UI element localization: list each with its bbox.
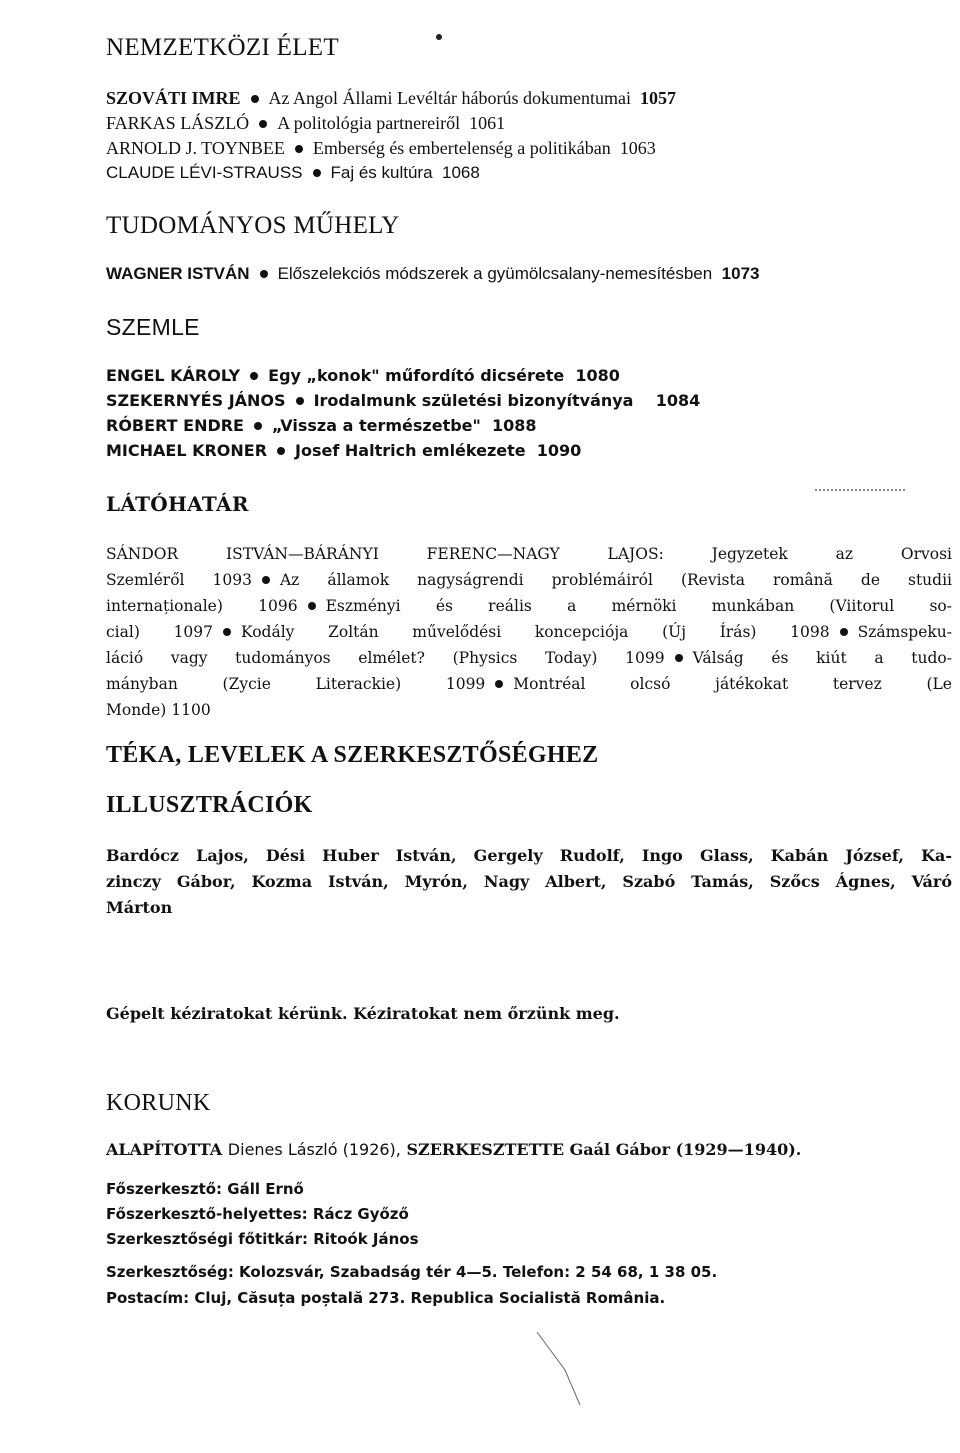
toc-entry [106,391,700,410]
toc-page: 1090 [536,441,582,460]
toc-entry [106,366,620,385]
toc-title: „Vissza a természetbe" [271,416,481,435]
toc-title: Faj és kultúra [330,163,433,182]
toc-entry [106,441,581,460]
scan-stroke-mark [535,1330,595,1410]
line-text: Monde) 1100 [106,701,211,719]
toc-author: ENGEL KÁROLY [106,366,241,385]
toc-author: RÓBERT ENDRE [106,416,244,435]
toc-author: WAGNER ISTVÁN [106,264,250,283]
toc-entry [106,163,480,183]
toc-page: 1080 [575,366,620,385]
address-block [106,1259,717,1311]
paragraph-line [106,697,952,723]
toc-author: MICHAEL KRONER [106,441,268,460]
bullet-icon [262,576,270,584]
edited-value: Gaál Gábor (1929—1940). [569,1140,802,1159]
toc-title: Emberség és embertelenség a politikában [312,138,611,158]
line-text: láció vagy tudományos elmélet? (Physics Today) 1099 [106,649,665,667]
toc-entry [106,264,760,284]
manuscript-notice: Gépelt kéziratokat kérünk. Kéziratokat nem őrzünk meg. [106,1004,620,1023]
section-heading-latohatar: LÁTÓHATÁR [106,492,249,516]
paragraph-line [106,567,952,593]
paragraph-line: Márton [106,898,173,917]
toc-entry [106,416,537,435]
founder-line [106,1140,801,1159]
line-text: Eszményi és reális a mérnöki munkában (Viitorul so- [325,597,952,615]
paragraph-line: Bardócz Lajos, Dési Huber István, Gergely Rudolf, Ingo Glass, Kabán József, Ka- [106,846,952,865]
bullet-icon [313,169,321,177]
toc-page: 1061 [469,113,506,133]
line-text: Szemléről 1093 [106,571,252,589]
bullet-icon [251,95,259,103]
line-text: cial) 1097 [106,623,214,641]
bullet-icon [259,120,267,128]
paragraph-line: zinczy Gábor, Kozma István, Myrón, Nagy Albert, Szabó Tamás, Szőcs Ágnes, Váró [106,872,952,891]
toc-page: 1073 [721,264,760,283]
paragraph-line [106,645,952,671]
toc-author: SZEKERNYÉS JÁNOS [106,391,286,410]
toc-author: CLAUDE LÉVI-STRAUSS [106,163,303,182]
bullet-icon [840,628,848,636]
address-line: Postacím: Cluj, Căsuța poștală 273. Republica Socialistă România. [106,1289,666,1307]
bullet-icon [260,270,268,278]
bullet-icon [254,422,262,430]
toc-page: 1063 [619,138,656,158]
founded-value: Dienes László (1926), [227,1140,401,1159]
founded-label: ALAPÍTOTTA [106,1140,223,1159]
toc-author: SZOVÁTI IMRE [106,88,241,108]
bullet-icon [296,397,304,405]
toc-entry [106,138,656,159]
line-text: Számspeku- [857,623,952,641]
toc-title: Előszelekciós módszerek a gyümölcsalany-nemesítésben [277,264,713,283]
paragraph-line [106,593,952,619]
illustrators-paragraph [106,843,952,921]
scan-speck [436,34,442,40]
line-text: Montréal olcsó játékokat tervez (Le [513,675,952,693]
staff-line: Főszerkesztő: Gáll Ernő [106,1180,304,1198]
bullet-icon [223,628,231,636]
toc-author: FARKAS LÁSZLÓ [106,113,250,133]
bullet-icon [308,602,316,610]
bullet-icon [495,680,503,688]
line-text: internaționale) 1096 [106,597,298,615]
paragraph-line [106,619,952,645]
section-heading-teka: TÉKA, LEVELEK A SZERKESZTŐSÉGHEZ [106,742,599,768]
toc-author: ARNOLD J. TOYNBEE [106,138,285,158]
edited-label: SZERKESZTETTE [406,1140,565,1159]
toc-page: 1088 [492,416,537,435]
toc-entry [106,88,676,109]
toc-page: 1057 [639,88,676,108]
line-text: SÁNDOR ISTVÁN—BÁRÁNYI FERENC—NAGY LAJOS: Jegyzetek az Orvosi [106,545,952,563]
bullet-icon [675,654,683,662]
staff-line: Szerkesztőségi főtitkár: Ritoók János [106,1230,419,1248]
toc-page: 1068 [442,163,480,182]
toc-title: A politológia partnereiről [277,113,461,133]
bullet-icon [277,447,285,455]
toc-title: Az Angol Állami Levéltár háborús dokumentumai [268,88,631,108]
toc-title: Irodalmunk születési bizonyítványa [313,391,634,410]
toc-entry [106,113,505,134]
line-text: Kodály Zoltán művelődési koncepciója (Új Írás) 1098 [241,623,830,641]
line-text: Az államok nagyságrendi problémáiról (Revista română de studii [279,571,952,589]
toc-page: 1084 [655,391,701,410]
address-line: Szerkesztőség: Kolozsvár, Szabadság tér 4—5. Telefon: 2 54 68, 1 38 05. [106,1263,718,1281]
line-text: Válság és kiút a tudo- [692,649,952,667]
bullet-icon [295,145,303,153]
section-heading-nemzetkozi: NEMZETKÖZI ÉLET [106,34,339,61]
section-heading-illusztraciok: ILLUSZTRÁCIÓK [106,792,313,818]
line-text: mányban (Zycie Literackie) 1099 [106,675,486,693]
toc-title: Josef Haltrich emlékezete [295,441,526,460]
section-heading-tudomanyos: TUDOMÁNYOS MŰHELY [106,212,400,239]
bullet-icon [250,372,258,380]
section-heading-szemle: SZEMLE [106,314,200,340]
scan-dots [815,489,905,493]
paragraph-line [106,671,952,697]
toc-title: Egy „konok" műfordító dicsérete [268,366,565,385]
paragraph-line [106,541,952,567]
staff-line: Főszerkesztő-helyettes: Rácz Győző [106,1205,409,1223]
section-heading-korunk: KORUNK [106,1090,211,1116]
staff-list [106,1177,419,1252]
latohatar-paragraph [106,541,952,723]
